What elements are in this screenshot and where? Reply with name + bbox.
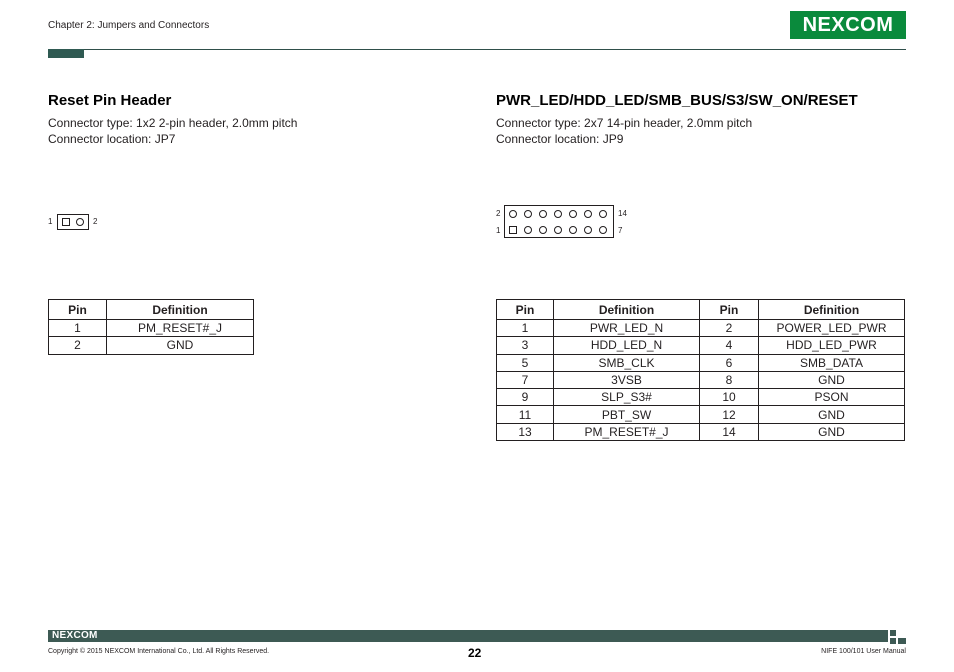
definition-cell: PSON [759,389,905,406]
jp9-pin-label-7: 7 [618,226,623,235]
pin-cell: 4 [700,337,759,354]
jp9-pin-circle [599,210,607,218]
jp7-pin1-square [62,218,70,226]
definition-cell: GND [759,423,905,440]
jp9-pin-circle [524,226,532,234]
table-row [497,320,905,337]
jp7-pin-label-1: 1 [48,217,53,226]
pin-cell: 11 [497,406,554,423]
table-header-pin: Pin [49,300,107,320]
pin-cell: 6 [700,354,759,371]
pin-cell: 1 [49,320,107,337]
pin-cell: 3 [497,337,554,354]
header-tab-marker [48,49,84,58]
chapter-heading: Chapter 2: Jumpers and Connectors [48,20,210,31]
jp9-pin-circle [509,210,517,218]
copyright-text: Copyright © 2015 NEXCOM International Co., Ltd. All Rights Reserved. [48,648,270,655]
jp7-pin-table [48,299,254,355]
table-row [49,320,254,337]
pin-cell: 5 [497,354,554,371]
definition-cell: HDD_LED_PWR [759,337,905,354]
footer-decoration [890,630,896,636]
pin-cell: 12 [700,406,759,423]
jp9-pin-circle [569,210,577,218]
reset-connector-location: Connector location: JP7 [48,132,176,146]
jp9-pin1-square [509,226,517,234]
pin-cell: 9 [497,389,554,406]
jp9-pin-label-2: 2 [496,209,501,218]
table-header-pin: Pin [700,300,759,320]
reset-connector-type: Connector type: 1x2 2-pin header, 2.0mm pitch [48,116,298,130]
manual-title: NIFE 100/101 User Manual [821,648,906,655]
jp9-pin-circle [554,210,562,218]
jp7-pin2-circle [76,218,84,226]
jp9-connector-type: Connector type: 2x7 14-pin header, 2.0mm pitch [496,116,753,130]
reset-pin-header-title: Reset Pin Header [48,92,172,109]
definition-cell: POWER_LED_PWR [759,320,905,337]
jp9-pin-circle [539,226,547,234]
jp9-pin-circle [569,226,577,234]
definition-cell: SMB_CLK [554,354,700,371]
footer-nexcom-logo: NEXCOM [52,630,98,641]
jp9-pin-circle [539,210,547,218]
table-header-pin: Pin [497,300,554,320]
jp9-pin-label-14: 14 [618,209,627,218]
definition-cell: GND [107,337,254,354]
header-rule [48,49,906,50]
jp9-pin-circle [524,210,532,218]
definition-cell: GND [759,406,905,423]
pin-cell: 8 [700,371,759,388]
jp9-pin-table [496,299,905,441]
definition-cell: SMB_DATA [759,354,905,371]
footer-decoration [890,638,896,644]
definition-cell: PM_RESET#_J [554,423,700,440]
pin-cell: 13 [497,423,554,440]
definition-cell: PWR_LED_N [554,320,700,337]
jp9-pin-circle [599,226,607,234]
jp7-pin-label-2: 2 [93,217,98,226]
page-number: 22 [468,646,482,660]
pin-cell: 2 [700,320,759,337]
pin-cell: 2 [49,337,107,354]
footer-decoration [898,638,906,644]
definition-cell: 3VSB [554,371,700,388]
table-header-definition: Definition [554,300,700,320]
definition-cell: PBT_SW [554,406,700,423]
definition-cell: HDD_LED_N [554,337,700,354]
jp9-header-title: PWR_LED/HDD_LED/SMB_BUS/S3/SW_ON/RESET [496,92,858,109]
table-row [497,406,905,423]
table-row [497,354,905,371]
table-header-definition: Definition [759,300,905,320]
table-row [497,337,905,354]
definition-cell: GND [759,371,905,388]
jp9-pin-circle [554,226,562,234]
jp9-connector-location: Connector location: JP9 [496,132,624,146]
table-row [49,337,254,354]
jp9-pin-label-1: 1 [496,226,501,235]
table-row [497,371,905,388]
table-row [497,423,905,440]
pin-cell: 14 [700,423,759,440]
jp9-pin-circle [584,226,592,234]
table-row [497,389,905,406]
nexcom-logo: NEXCOM [790,11,906,39]
pin-cell: 1 [497,320,554,337]
table-header-definition: Definition [107,300,254,320]
pin-cell: 7 [497,371,554,388]
definition-cell: PM_RESET#_J [107,320,254,337]
definition-cell: SLP_S3# [554,389,700,406]
footer-bar [48,630,888,642]
pin-cell: 10 [700,389,759,406]
jp9-pin-circle [584,210,592,218]
